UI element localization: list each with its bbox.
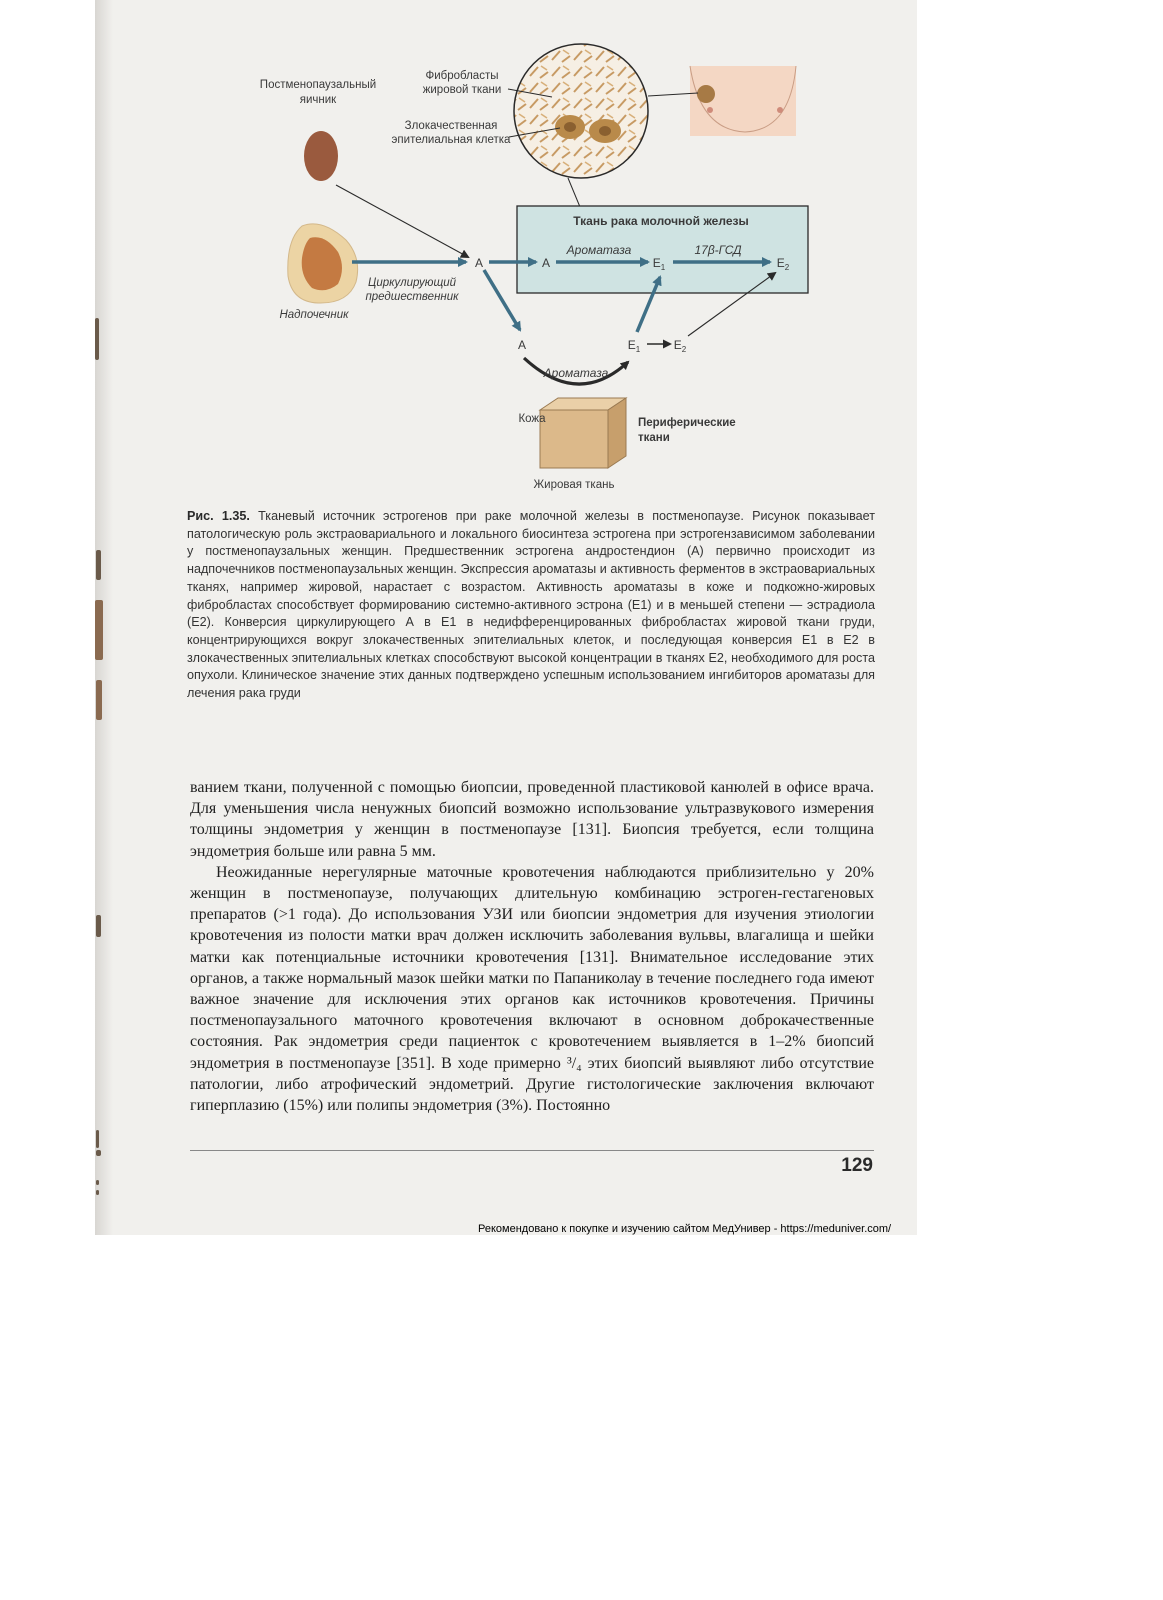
ovary-label-2: яичник <box>299 94 337 106</box>
fibroblasts-label-1: Фибробласты <box>425 70 499 82</box>
a-lower: A <box>517 338 527 352</box>
ovary-shape <box>304 131 338 181</box>
footer-recommendation: Рекомендовано к покупке и изучению сайтом МедУнивер - https://meduniver.com/ <box>478 1223 892 1235</box>
adrenal-label: Надпочечник <box>279 309 349 321</box>
hsd-label: 17β-ГСД <box>694 243 742 257</box>
svg-text:E2: $E_2$ <box>673 338 687 354</box>
fibroblasts-label-2: жировой ткани <box>422 84 502 96</box>
aromatase-bottom-label: Ароматаза <box>543 366 609 380</box>
fat-tissue-label: Жировая ткань <box>533 479 615 491</box>
skin-label: Кожа <box>518 413 546 425</box>
page-number: 129 <box>841 1155 873 1176</box>
aromatase-top-label: Ароматаза <box>566 243 632 257</box>
circulating-label-2: предшественник <box>365 291 459 303</box>
svg-text:E1: $E_1$ <box>652 256 666 272</box>
ovary-label-1: Постменопаузальный <box>259 79 377 91</box>
a-main: A <box>474 256 484 270</box>
peripheral-label-2: ткани <box>638 432 670 444</box>
malignant-cell-label-2: эпителиальная клетка <box>391 134 511 146</box>
figure-caption-text: Тканевый источник эстрогенов при раке молочной железы в постменопаузе. Рисунок показывает патологическую роль экстраовариального и локального биосинтеза эстрогена при эстрогензависимом заболевании у постменопаузальных женщин. Предшественник эстрогена андростендион (А) первично происходит из надпочечников постменопаузальных женщин. Экспрессия ароматазы и активность ферментов в экстраовариальных тканях, например жировой, нарастает с возрастом. Активность ароматазы в коже и подкожно-жировых фибробластах способствует формированию системно-активного эстрона (E1) и в меньшей степени — эстрадиола (E2). Конверсия циркулирующего А в E1 в недифференцированных фибробластах жировой ткани груди, концентрирующихся вокруг злокачественных эпителиальных клеток, и последующая конверсия E1 в E2 в злокачественных эпителиальных клетках способствуют высокой концентрации в тканях E2, необходимого для роста опухоли. Клиническое значение этих данных подтверждено успешным использованием ингибиторов ароматазы для лечения рака груди <box>187 509 876 701</box>
footer-rule <box>190 1150 874 1151</box>
figure-caption-label: Рис. 1.35. <box>187 509 250 523</box>
malignant-cell-label-1: Злокачественная <box>404 120 498 132</box>
a-box: A <box>541 256 551 270</box>
breast-illustration <box>690 66 796 136</box>
paragraph-1: ванием ткани, полученной с помощью биопсии, проведенной пластиковой канюлей в офисе врача. Для уменьшения числа ненужных биопсий возможно использование ультразвукового измерения толщины эндометрия у женщин в постменопаузе [131]. Биопсия требуется, если толщина эндометрия больше или равна 5 мм. <box>190 779 874 860</box>
body-text <box>190 777 874 1116</box>
svg-text:E1: $E_1$ <box>627 338 641 354</box>
skin-fat-block <box>540 398 626 468</box>
svg-text:E2: $E_2$ <box>776 256 790 272</box>
paragraph-2: Неожиданные нерегулярные маточные кровотечения наблюдаются приблизительно у 20% женщин в постменопаузе, получающих длительную комбинацию эстроген-гестагеновых препаратов (>1 года). До использования УЗИ или биопсии эндометрия для изучения этиологии кровотечения из полости матки врач должен исключить заболевания вульвы, влагалища и шейки матки как потенциальные источники кровотечения [131]. Внимательное исследование этих органов, а также нормальный мазок шейки матки по Папаниколау в течение последнего года имеют важное значение для исключения этих органов как источников кровотечения. Причины постменопаузального маточного кровотечения включают в основном доброкачественные состояния. Рак эндометрия среди пациенток с кровотечением выявляется в 1–2% биопсий эндометрия в постменопаузе [351]. В ходе примерно ³/₄ этих биопсий выявляют либо отсутствие патологии, либо атрофический эндометрий. Другие гистологические заключения включают гиперплазию (15%) или полипы эндометрия (3%). Постоянно <box>190 863 874 1115</box>
circulating-label-1: Циркулирующий <box>367 277 457 289</box>
tumor-box-title: Ткань рака молочной железы <box>573 214 749 228</box>
peripheral-label-1: Периферические <box>638 417 736 429</box>
fibroblast-tissue-circle <box>514 44 648 178</box>
figure-caption <box>187 508 875 703</box>
estrogen-source-diagram <box>0 0 1163 500</box>
